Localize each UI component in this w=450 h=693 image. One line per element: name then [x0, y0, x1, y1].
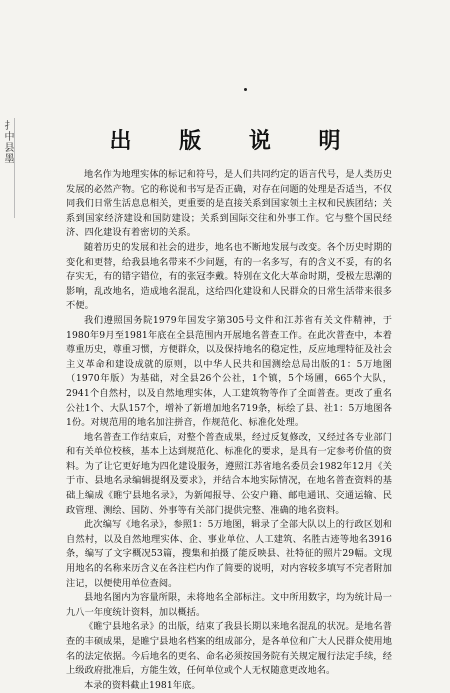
- paragraph-3: 我们遵照国务院1979年国发字第305号文件和江苏省有关文件精神，于1980年9月至1981年底在全县范围内开展地名普查工作。在此次普查中，本着尊重历史，尊重习惯，方便群众，以及保持地名的稳定性，反应地理特征及社会主义革命和建设成就的原则，以中华人民共和国测绘总局出版的1：5万地图（1970年版）为基础，对全县26个公社，1个镇，5个场圃，665个大队，2941个自然村，以及自然地理实体，人工建筑物等作了全面普查。更改了重名公社1个、大队157个，增补了新增加地名719条，标绘了县、社1：5万地图各1份。对规范用的地名加注拼音，作规范化、标准化处理。: [66, 314, 392, 429]
- paragraph-2: 随着历史的发展和社会的进步，地名也不断地发展与改变。各个历史时期的变化和更替，给我县地名带来不少问题，有的一名多写，有的含义不妥，有的名存实无，有的错字错位，有的张冠李戴。特别在文化大革命时期，受极左思潮的影响，乱改地名，造成地名混乱，这给四化建设和人民群众的日常生活带来很多不便。: [66, 241, 392, 312]
- page-title: 出 版 说 明: [109, 128, 361, 154]
- paragraph-6: 县地名图内为容量所限，未将地名全部标注。文中所用数字，均为统计局一九八一年度统计资料，加以概括。: [66, 592, 392, 618]
- body-text: [66, 168, 392, 693]
- paragraph-8: 本录的资料截止1981年底。: [84, 679, 201, 691]
- paragraph-7: 《睢宁县地名录》的出版，结束了我县长期以来地名混乱的状况。是地名普查的丰硕成果，是睢宁县地名档案的组成部分，是各单位和广大人民群众使用地名的法定依据。今后地名的更名、命名必须按国务院有关规定履行法定手续，经上级政府批准后，方能生效，任何单位或个人无权随意更改地名。: [66, 621, 392, 677]
- paragraph-5: 此次编写《地名录》，参照1：5万地图，辑录了全部大队以上的行政区划和自然村，以及自然地理实体、企、事业单位、人工建筑、名胜古迹等地名3916条，编写了文字概况53篇，搜集和拍摄了能反映县、社特征的照片29幅。文现用地名的名称来历含义在各注栏内作了简要的说明，对内容较多填写不完者附加注记，以便使用单位查阅。: [66, 519, 392, 589]
- paragraph-4: 地名普查工作结束后，对整个普查成果，经过反复修改，又经过各专业部门和有关单位校核，基本上达到规范化、标准化的要求，是具有一定参考价值的资料。为了让它更好地为四化建设服务，遵照江苏省地名委员会1982年12月《关于市、县地名录编辑提纲及要求》，并结合本地实际情况，在地名普查资料的基础上编成《睢宁县地名录》，为新闻报导、公安户籍、邮电通讯、交通运输、民政管理、测绘、国防、外事等有关部门提供完整、准确的地名资料。: [66, 431, 392, 516]
- margin-note: 扌中县墨: [2, 120, 13, 164]
- paragraph-1: 地名作为地理实体的标记和符号，是人们共同约定的语言代号，是人类历史发展的必然产物。它的称说和书写是否正确，对存在问题的处理是否适当，不仅同我们日常生活息息相关，更重要的是直接关系到国家领土主权和民族团结；关系到国家经济建设和国防建设；关系到国际交往和外事工作。它与整个国民经济、四化建设有着密切的关系。: [66, 169, 392, 239]
- print-mark: [244, 88, 247, 91]
